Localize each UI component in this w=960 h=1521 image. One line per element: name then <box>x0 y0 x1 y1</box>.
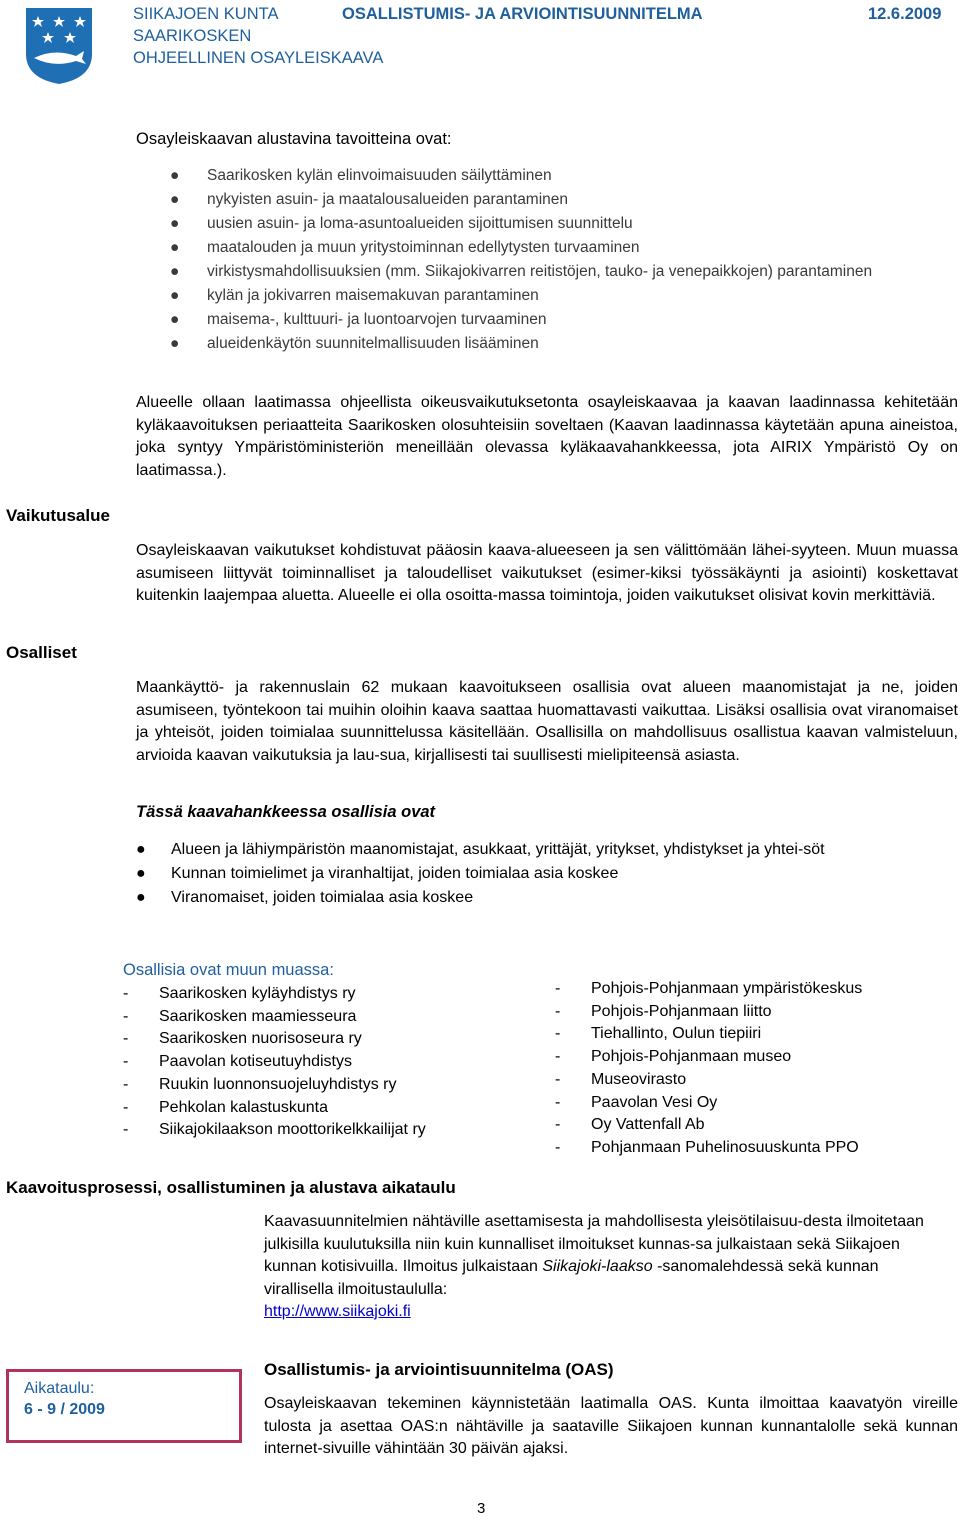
others-heading: Osallisia ovat muun muassa: <box>123 961 334 979</box>
section-heading-vaikutusalue: Vaikutusalue <box>6 506 110 525</box>
goal-text: maatalouden ja muun yritystoiminnan edellytysten turvaaminen <box>207 239 640 256</box>
municipality-logo <box>24 6 94 86</box>
coat-of-arms-icon <box>24 6 94 86</box>
party-text: Pehkolan kalastuskunta <box>159 1098 328 1116</box>
dash-icon: - <box>123 1053 129 1071</box>
list-item <box>170 308 937 332</box>
list-item <box>555 1023 955 1046</box>
party-text: Paavolan kotiseutuyhdistys <box>159 1053 352 1071</box>
osallinen-text: Kunnan toimielimet ja viranhaltijat, joiden toimialaa asia koskee <box>171 865 619 882</box>
goal-text: nykyisten asuin- ja maatalousalueiden parantaminen <box>207 191 569 208</box>
list-item <box>136 862 959 886</box>
party-text: Pohjanmaan Puhelinosuuskunta PPO <box>591 1138 859 1156</box>
schedule-box <box>6 1369 242 1443</box>
section-heading-osalliset: Osalliset <box>6 643 77 662</box>
goal-text: virkistysmahdollisuuksien (mm. Siikajokivarren reitistöjen, tauko- ja venepaikkojen) parantaminen <box>207 263 873 280</box>
bullet-icon: ● <box>136 841 146 858</box>
bullet-icon: ● <box>170 311 180 328</box>
osallinen-text: Alueen ja lähiympäristön maanomistajat, asukkaat, yrittäjät, yritykset, yhdistykset ja yhtei-söt <box>171 841 825 858</box>
goals-list <box>170 164 937 356</box>
list-item <box>123 1097 543 1120</box>
list-item <box>136 886 959 910</box>
goals-paragraph: Alueelle ollaan laatimassa ohjeellista oikeusvaikutuksetonta osayleiskaavaa ja kaavan laadinnassa kehitetään kyläkaavoituksen periaatteita Saarikosken olosuhteisiin soveltaen (Kaavan laadinnassa käytetään apuna aineistoa, joka syntyy Ympäristöministeriön meneillään olevassa kyläkaavahankkeessa, jota AIRIX Ympäristö Oy on laatimassa.). <box>136 394 958 479</box>
list-item <box>170 188 937 212</box>
goal-text: alueidenkäytön suunnitelmallisuuden lisääminen <box>207 335 539 352</box>
dash-icon: - <box>555 980 561 997</box>
list-item <box>170 164 937 188</box>
goal-text: uusien asuin- ja loma-asuntoalueiden sijoittumisen suunnittelu <box>207 215 633 232</box>
list-item <box>555 1114 955 1137</box>
goals-intro: Osayleiskaavan alustavina tavoitteina ovat: <box>136 130 452 148</box>
bullet-icon: ● <box>136 889 146 906</box>
others-left-list <box>123 983 543 1142</box>
party-text: Saarikosken nuorisoseura ry <box>159 1030 362 1048</box>
party-text: Paavolan Vesi Oy <box>591 1093 718 1111</box>
bullet-icon: ● <box>136 865 146 882</box>
list-item <box>123 1051 543 1074</box>
bullet-icon: ● <box>170 191 180 208</box>
schedule-label: Aikataulu: <box>24 1380 95 1397</box>
goal-text: Saarikosken kylän elinvoimaisuuden säilyttäminen <box>207 167 552 184</box>
header-village: SAARIKOSKEN <box>133 27 252 45</box>
bullet-icon: ● <box>170 167 180 184</box>
list-item <box>555 1046 955 1069</box>
header-plan-name: OHJEELLINEN OSAYLEISKAAVA <box>133 49 384 67</box>
list-item <box>170 236 937 260</box>
list-item <box>123 983 543 1006</box>
dash-icon: - <box>555 1138 561 1156</box>
dash-icon: - <box>123 1030 129 1048</box>
osallinen-text: Viranomaiset, joiden toimialaa asia koskee <box>171 889 474 906</box>
section-heading-process: Kaavoitusprosessi, osallistuminen ja alustava aikataulu <box>6 1178 456 1197</box>
process-text-start: Kaavasuunnitelmien nähtäville asettamisesta ja mahdollisesta yleisötilaisuu-desta ilmoitetaan julkisilla kuulutuksilla niin kuin kunnalliset ilmoitukset kunnas-sa julkaistaan sekä Siikajoen kunnan kotisivuilla. Ilmoitus julkaistaan <box>264 1213 924 1275</box>
list-item <box>555 978 955 1001</box>
list-item <box>170 284 937 308</box>
schedule-value: 6 - 9 / 2009 <box>24 1401 105 1418</box>
party-text: Ruukin luonnonsuojeluyhdistys ry <box>159 1075 397 1093</box>
dash-icon: - <box>123 1121 129 1139</box>
dash-icon: - <box>123 1098 129 1116</box>
list-item <box>123 1006 543 1029</box>
header-doc-title: OSALLISTUMIS- JA ARVIOINTISUUNNITELMA <box>342 5 703 23</box>
newspaper-name: Siikajoki-laakso <box>542 1258 653 1275</box>
list-item <box>136 838 959 862</box>
party-text: Tiehallinto, Oulun tiepiiri <box>591 1025 762 1043</box>
vaikutusalue-text: Osayleiskaavan vaikutukset kohdistuvat pääosin kaava-alueeseen ja sen välittömään lähei-syyteen. Muun muassa asumiseen liittyvät toiminnalliset ja taloudelliset vaikutukset (esimer-kiksi työssäkäynti ja asiointi) koskettavat kuitenkin laajempaa aluetta. Alueelle ei olla osoitta-massa toimintoja, joiden vaikutukset olisivat kovin merkittäviä. <box>136 542 958 604</box>
party-text: Oy Vattenfall Ab <box>591 1116 705 1134</box>
goal-text: kylän ja jokivarren maisemakuvan parantaminen <box>207 287 539 304</box>
process-text-end: -sanomalehdessä sekä kunnan virallisella ilmoitustaululla: <box>264 1258 879 1298</box>
party-text: Saarikosken maamiesseura <box>159 1007 357 1025</box>
bullet-icon: ● <box>170 239 180 256</box>
page-number: 3 <box>477 1500 486 1517</box>
osalliset-list <box>136 838 959 910</box>
dash-icon: - <box>123 985 129 1002</box>
header-date: 12.6.2009 <box>868 5 942 23</box>
oas-text: Osayleiskaavan tekeminen käynnistetään laatimalla OAS. Kunta ilmoittaa kaavatyön vireille tulosta ja asettaa OAS:n nähtäville ja saataville Siikajoen kunnan kunnantalolle sekä kunnan internet-sivuille vähintään 30 päivän ajaksi. <box>264 1395 958 1457</box>
bullet-icon: ● <box>170 215 180 232</box>
party-text: Pohjois-Pohjanmaan museo <box>591 1048 792 1066</box>
dash-icon: - <box>555 1025 561 1043</box>
list-item <box>555 1069 955 1092</box>
process-paragraph <box>264 1211 950 1324</box>
list-item <box>555 1137 955 1160</box>
list-item <box>170 332 937 356</box>
dash-icon: - <box>555 1116 561 1134</box>
party-text: Saarikosken kyläyhdistys ry <box>159 985 356 1002</box>
others-right-list <box>555 978 955 1160</box>
list-item <box>170 260 937 284</box>
bullet-icon: ● <box>170 335 180 352</box>
party-text: Pohjois-Pohjanmaan ympäristökeskus <box>591 980 863 997</box>
dash-icon: - <box>555 1002 561 1020</box>
dash-icon: - <box>123 1075 129 1093</box>
dash-icon: - <box>555 1093 561 1111</box>
goal-text: maisema-, kulttuuri- ja luontoarvojen turvaaminen <box>207 311 547 328</box>
list-item <box>123 1028 543 1051</box>
list-item <box>555 1092 955 1115</box>
header-municipality: SIIKAJOEN KUNTA <box>133 5 279 23</box>
municipality-website-link[interactable]: http://www.siikajoki.fi <box>264 1303 411 1320</box>
dash-icon: - <box>123 1007 129 1025</box>
party-text: Siikajokilaakson moottorikelkkailijat ry <box>159 1121 426 1139</box>
osalliset-text: Maankäyttö- ja rakennuslain 62 mukaan kaavoitukseen osallisia ovat alueen maanomistajat ja ne, joiden asumiseen, työntekoon tai muihin oloihin kaava saattaa huomattavasti vaikuttaa. Lisäksi osallisia ovat viranomaiset ja yhteisöt, joiden toimialaa suunnittelussa käsitellään. Osallisilla on mahdollisuus osallistua kaavan valmisteluun, arvioida kaavan vaikutuksia ja lau-sua, kirjallisesti tai suullisesti mielipiteensä asiasta. <box>136 679 958 764</box>
oas-heading: Osallistumis- ja arviointisuunnitelma (OAS) <box>264 1360 614 1379</box>
party-text: Pohjois-Pohjanmaan liitto <box>591 1002 772 1020</box>
bullet-icon: ● <box>170 263 180 280</box>
list-item <box>170 212 937 236</box>
dash-icon: - <box>555 1070 561 1088</box>
list-item <box>123 1074 543 1097</box>
party-text: Museovirasto <box>591 1070 687 1088</box>
list-item <box>123 1119 543 1142</box>
bullet-icon: ● <box>170 287 180 304</box>
dash-icon: - <box>555 1048 561 1066</box>
list-item <box>555 1001 955 1024</box>
osalliset-subheading: Tässä kaavahankkeessa osallisia ovat <box>136 803 436 821</box>
